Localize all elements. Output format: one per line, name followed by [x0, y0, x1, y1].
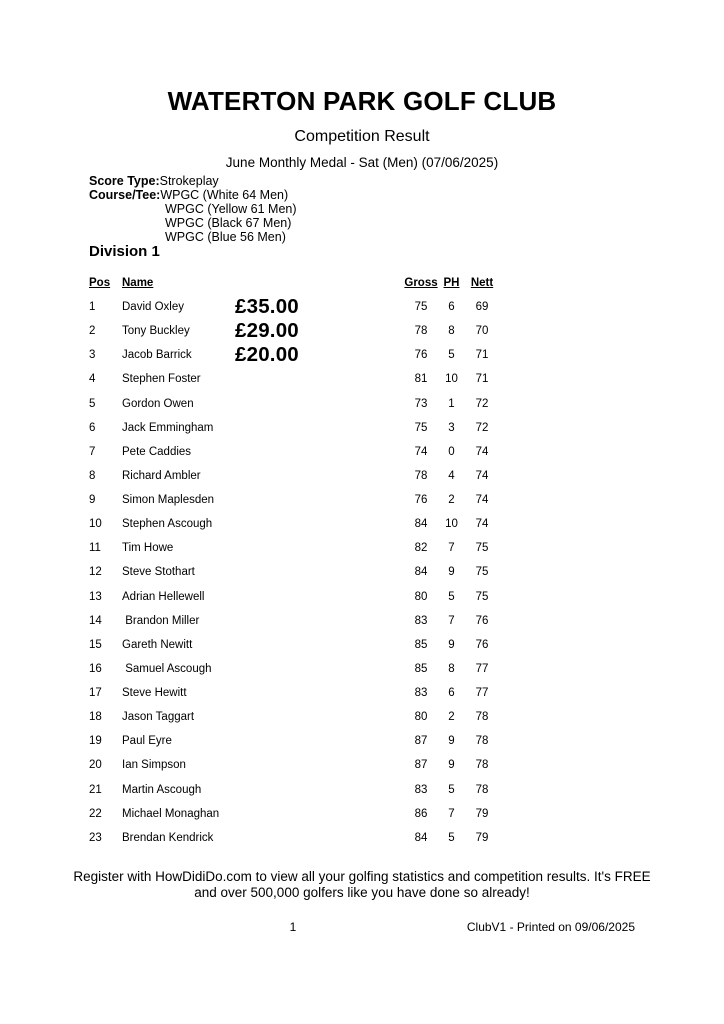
table-row — [89, 826, 500, 850]
course-tee-label: Course/Tee: — [89, 188, 161, 202]
score-type-label: Score Type: — [89, 174, 160, 188]
nett-score-cell: 75 — [475, 590, 489, 603]
gross-score-cell: 85 — [414, 638, 428, 651]
playing-handicap-cell: 5 — [448, 783, 455, 796]
position-cell: 22 — [89, 807, 102, 820]
player-name-cell: Michael Monaghan — [122, 807, 220, 820]
position-cell: 8 — [89, 469, 96, 482]
table-row — [89, 512, 500, 536]
gross-score-cell: 76 — [414, 349, 428, 362]
position-cell: 23 — [89, 831, 102, 844]
player-name-cell: Simon Maplesden — [122, 494, 215, 507]
column-header-nett: Nett — [470, 277, 494, 289]
column-header-prize — [235, 271, 403, 295]
playing-handicap-cell: 7 — [448, 542, 455, 555]
prize-cell — [235, 440, 403, 464]
playing-handicap-cell: 2 — [448, 494, 455, 507]
playing-handicap-cell: 9 — [448, 638, 455, 651]
playing-handicap-cell: 5 — [448, 590, 455, 603]
playing-handicap-cell: 9 — [448, 566, 455, 579]
register-note — [0, 869, 724, 900]
nett-score-cell: 74 — [475, 469, 489, 482]
position-cell: 7 — [89, 445, 96, 458]
position-cell: 20 — [89, 759, 102, 772]
playing-handicap-cell: 6 — [448, 301, 455, 314]
gross-score-cell: 85 — [414, 662, 428, 675]
register-note-line2: and over 500,000 golfers like you have done so already! — [194, 884, 530, 900]
player-name-cell: Jack Emmingham — [122, 421, 214, 434]
gross-score-cell: 84 — [414, 518, 428, 531]
column-header-gross: Gross — [404, 277, 438, 289]
playing-handicap-cell: 7 — [448, 807, 455, 820]
nett-score-cell: 79 — [475, 807, 489, 820]
gross-score-cell: 75 — [414, 301, 428, 314]
gross-score-cell: 75 — [414, 421, 428, 434]
column-header-ph: PH — [443, 277, 460, 289]
course-tee-value: WPGC (Blue 56 Men) — [165, 230, 286, 244]
prize-cell — [235, 681, 403, 705]
course-tee-value: WPGC (Black 67 Men) — [165, 216, 292, 230]
table-row — [89, 343, 500, 367]
playing-handicap-cell: 3 — [448, 421, 455, 434]
position-cell: 18 — [89, 711, 102, 724]
nett-score-cell: 69 — [475, 301, 489, 314]
competition-name: June Monthly Medal - Sat (Men) (07/06/2025) — [225, 155, 499, 170]
gross-score-cell: 73 — [414, 397, 428, 410]
prize-cell — [235, 536, 403, 560]
table-row — [89, 560, 500, 584]
prize-cell — [235, 560, 403, 584]
prize-cell: £35.00 — [235, 295, 299, 319]
prize-cell — [235, 826, 403, 850]
table-row — [89, 778, 500, 802]
score-type-line — [89, 174, 297, 188]
playing-handicap-cell: 6 — [448, 687, 455, 700]
results-table-header — [89, 271, 500, 295]
prize-cell: £20.00 — [235, 343, 299, 367]
player-name-cell: Ian Simpson — [122, 759, 186, 772]
gross-score-cell: 84 — [414, 566, 428, 579]
playing-handicap-cell: 4 — [448, 469, 455, 482]
player-name-cell: Brendan Kendrick — [122, 831, 214, 844]
prize-cell — [235, 705, 403, 729]
table-row — [89, 802, 500, 826]
prize-cell — [235, 778, 403, 802]
player-name-cell: Gordon Owen — [122, 397, 194, 410]
playing-handicap-cell: 7 — [448, 614, 455, 627]
position-cell: 2 — [89, 325, 96, 338]
gross-score-cell: 78 — [414, 325, 428, 338]
playing-handicap-cell: 2 — [448, 711, 455, 724]
position-cell: 19 — [89, 735, 102, 748]
player-name-cell: Brandon Miller — [122, 614, 200, 627]
gross-score-cell: 83 — [414, 614, 428, 627]
table-row — [89, 609, 500, 633]
position-cell: 14 — [89, 614, 102, 627]
table-row — [89, 440, 500, 464]
nett-score-cell: 74 — [475, 494, 489, 507]
prize-cell — [235, 633, 403, 657]
playing-handicap-cell: 8 — [448, 325, 455, 338]
table-row — [89, 367, 500, 391]
playing-handicap-cell: 0 — [448, 445, 455, 458]
gross-score-cell: 86 — [414, 807, 428, 820]
competition-meta — [89, 174, 297, 244]
nett-score-cell: 78 — [475, 711, 489, 724]
register-note-line1: Register with HowDidiDo.com to view all your golfing statistics and competition results. It's FREE — [73, 869, 651, 884]
nett-score-cell: 72 — [475, 421, 489, 434]
playing-handicap-cell: 8 — [448, 662, 455, 675]
score-type-value: Strokeplay — [159, 174, 219, 188]
playing-handicap-cell: 1 — [448, 397, 455, 410]
position-cell: 10 — [89, 518, 102, 531]
course-tee-value: WPGC (White 64 Men) — [160, 188, 289, 202]
prize-cell — [235, 488, 403, 512]
player-name-cell: Stephen Foster — [122, 373, 201, 386]
player-name-cell: Tony Buckley — [122, 325, 190, 338]
nett-score-cell: 72 — [475, 397, 489, 410]
table-row — [89, 488, 500, 512]
position-cell: 9 — [89, 494, 96, 507]
table-row — [89, 681, 500, 705]
player-name-cell: Jason Taggart — [122, 711, 195, 724]
prize-cell — [235, 512, 403, 536]
nett-score-cell: 77 — [475, 687, 489, 700]
table-row — [89, 729, 500, 753]
course-tee-line — [89, 188, 297, 202]
nett-score-cell: 76 — [475, 638, 489, 651]
nett-score-cell: 79 — [475, 831, 489, 844]
position-cell: 5 — [89, 397, 96, 410]
playing-handicap-cell: 10 — [445, 518, 458, 531]
prize-cell — [235, 609, 403, 633]
gross-score-cell: 87 — [414, 759, 428, 772]
division-heading: Division 1 — [89, 243, 160, 260]
table-row — [89, 295, 500, 319]
table-row — [89, 319, 500, 343]
position-cell: 3 — [89, 349, 96, 362]
gross-score-cell: 76 — [414, 494, 428, 507]
nett-score-cell: 76 — [475, 614, 489, 627]
player-name-cell: Jacob Barrick — [122, 349, 192, 362]
player-name-cell: Steve Stothart — [122, 566, 195, 579]
player-name-cell: Adrian Hellewell — [122, 590, 205, 603]
prize-cell — [235, 657, 403, 681]
nett-score-cell: 71 — [475, 349, 489, 362]
nett-score-cell: 74 — [475, 445, 489, 458]
nett-score-cell: 70 — [475, 325, 489, 338]
nett-score-cell: 78 — [475, 735, 489, 748]
gross-score-cell: 82 — [414, 542, 428, 555]
nett-score-cell: 77 — [475, 662, 489, 675]
playing-handicap-cell: 9 — [448, 759, 455, 772]
playing-handicap-cell: 5 — [448, 349, 455, 362]
player-name-cell: Gareth Newitt — [122, 638, 193, 651]
player-name-cell: Samuel Ascough — [122, 662, 212, 675]
player-name-cell: Martin Ascough — [122, 783, 202, 796]
nett-score-cell: 78 — [475, 759, 489, 772]
club-name-title: WATERTON PARK GOLF CLUB — [167, 86, 557, 116]
table-row — [89, 633, 500, 657]
gross-score-cell: 80 — [414, 711, 428, 724]
column-header-name: Name — [122, 277, 154, 289]
position-cell: 11 — [89, 542, 101, 555]
prize-cell — [235, 367, 403, 391]
nett-score-cell: 78 — [475, 783, 489, 796]
position-cell: 4 — [89, 373, 96, 386]
gross-score-cell: 83 — [414, 687, 428, 700]
printed-info: ClubV1 - Printed on 09/06/2025 — [466, 920, 635, 934]
page-number: 1 — [289, 920, 297, 934]
position-cell: 13 — [89, 590, 102, 603]
table-row — [89, 536, 500, 560]
nett-score-cell: 75 — [475, 542, 489, 555]
table-row — [89, 585, 500, 609]
player-name-cell: Tim Howe — [122, 542, 174, 555]
position-cell: 1 — [89, 301, 96, 314]
results-table-body — [89, 295, 500, 850]
player-name-cell: Pete Caddies — [122, 445, 192, 458]
player-name-cell: Paul Eyre — [122, 735, 172, 748]
gross-score-cell: 80 — [414, 590, 428, 603]
gross-score-cell: 74 — [414, 445, 428, 458]
table-row — [89, 416, 500, 440]
table-row — [89, 705, 500, 729]
document-header — [0, 86, 724, 170]
prize-cell: £29.00 — [235, 319, 299, 343]
gross-score-cell: 83 — [414, 783, 428, 796]
document-subtitle: Competition Result — [294, 128, 430, 145]
prize-cell — [235, 802, 403, 826]
course-tee-value: WPGC (Yellow 61 Men) — [165, 202, 297, 216]
prize-cell — [235, 392, 403, 416]
prize-cell — [235, 753, 403, 777]
playing-handicap-cell: 5 — [448, 831, 455, 844]
nett-score-cell: 75 — [475, 566, 489, 579]
playing-handicap-cell: 9 — [448, 735, 455, 748]
player-name-cell: Richard Ambler — [122, 469, 201, 482]
prize-cell — [235, 416, 403, 440]
gross-score-cell: 81 — [414, 373, 428, 386]
table-row — [89, 657, 500, 681]
header-row — [89, 271, 500, 295]
position-cell: 21 — [89, 783, 102, 796]
table-row — [89, 464, 500, 488]
gross-score-cell: 84 — [414, 831, 428, 844]
table-row — [89, 392, 500, 416]
position-cell: 16 — [89, 662, 102, 675]
position-cell: 17 — [89, 687, 102, 700]
position-cell: 15 — [89, 638, 102, 651]
column-header-pos: Pos — [89, 277, 111, 289]
player-name-cell: Steve Hewitt — [122, 687, 187, 700]
results-table — [89, 271, 500, 850]
position-cell: 6 — [89, 421, 96, 434]
nett-score-cell: 71 — [475, 373, 489, 386]
nett-score-cell: 74 — [475, 518, 489, 531]
player-name-cell: David Oxley — [122, 301, 184, 314]
playing-handicap-cell: 10 — [445, 373, 458, 386]
table-row — [89, 753, 500, 777]
gross-score-cell: 87 — [414, 735, 428, 748]
gross-score-cell: 78 — [414, 469, 428, 482]
position-cell: 12 — [89, 566, 102, 579]
prize-cell — [235, 585, 403, 609]
player-name-cell: Stephen Ascough — [122, 518, 213, 531]
prize-cell — [235, 729, 403, 753]
prize-cell — [235, 464, 403, 488]
